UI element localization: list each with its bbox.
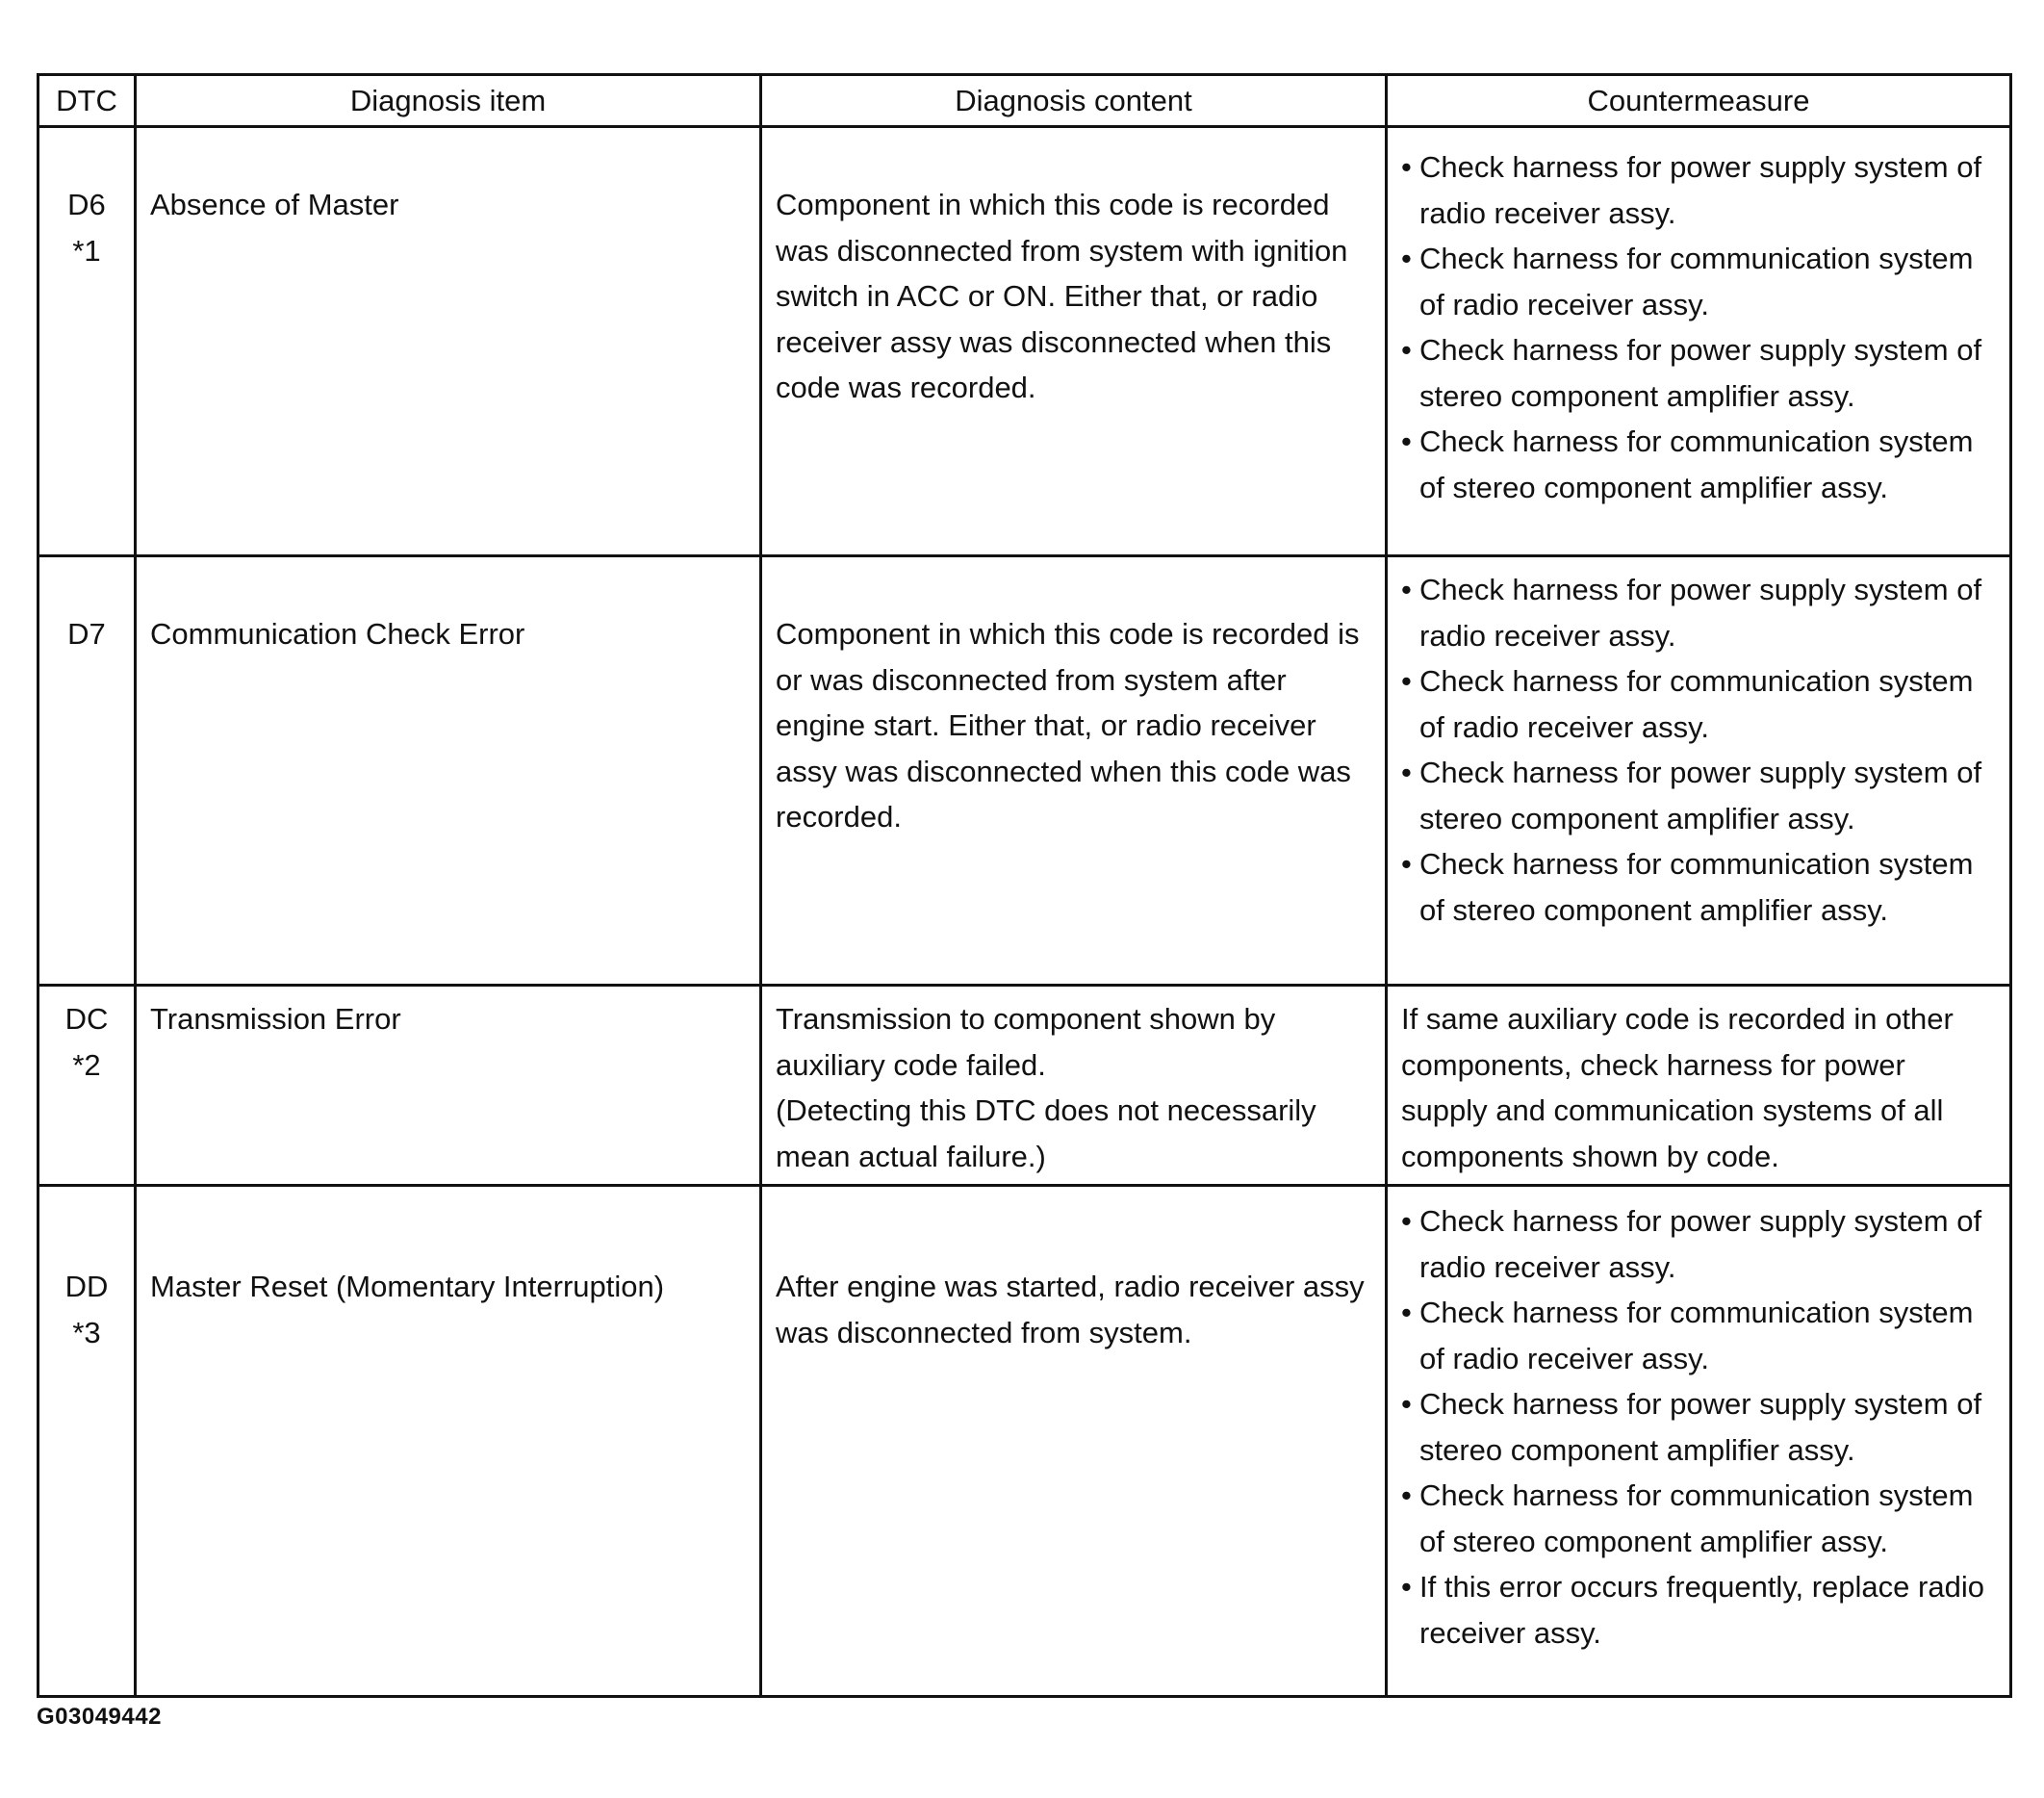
list-item: • Check harness for communication system of radio receiver assy. — [1401, 236, 1996, 327]
header-dtc: DTC — [38, 75, 136, 127]
countermeasure-cell — [1387, 127, 2011, 556]
header-countermeasure: Countermeasure — [1387, 75, 2011, 127]
list-item: • Check harness for power supply system of radio receiver assy. — [1401, 144, 1996, 236]
dtc-note: *2 — [72, 1047, 101, 1082]
countermeasure-cell: If same auxiliary code is recorded in other components, check harness for power supply and communication systems of all components shown by code. — [1387, 986, 2011, 1186]
dtc-cell — [38, 986, 136, 1186]
list-item: • Check harness for communication system of radio receiver assy. — [1401, 1290, 1996, 1381]
dtc-code: D7 — [67, 617, 106, 651]
header-diagnosis-content: Diagnosis content — [761, 75, 1387, 127]
list-item: • Check harness for power supply system of radio receiver assy. — [1401, 1198, 1996, 1290]
countermeasure-list — [1401, 144, 1996, 510]
figure-code: G03049442 — [37, 1704, 162, 1730]
list-item: • Check harness for power supply system of stereo component amplifier assy. — [1401, 327, 1996, 419]
countermeasure-list — [1401, 567, 1996, 933]
dtc-cell — [38, 556, 136, 986]
list-item: • If this error occurs frequently, replace radio receiver assy. — [1401, 1564, 1996, 1656]
diagnosis-content-cell: Component in which this code is recorded is or was disconnected from system after engine start. Either that, or radio receiver assy was disconnected when this code was recorded. — [761, 556, 1387, 986]
diagnosis-content-line: (Detecting this DTC does not necessarily mean actual failure.) — [776, 1093, 1316, 1173]
table-row — [38, 556, 2011, 986]
countermeasure-cell — [1387, 556, 2011, 986]
dtc-cell — [38, 127, 136, 556]
dtc-note: *3 — [72, 1315, 101, 1349]
list-item: • Check harness for communication system of stereo component amplifier assy. — [1401, 419, 1996, 510]
table-row — [38, 986, 2011, 1186]
countermeasure-list — [1401, 1198, 1996, 1656]
dtc-code: DC — [64, 1002, 109, 1036]
list-item: • Check harness for power supply system of stereo component amplifier assy. — [1401, 750, 1996, 841]
diagnosis-content-cell: Component in which this code is recorded was disconnected from system with ignition switch in ACC or ON. Either that, or radio receiver assy was disconnected when this code was recorded. — [761, 127, 1387, 556]
table-row — [38, 1186, 2011, 1697]
dtc-code: D6 — [67, 188, 106, 221]
header-row — [38, 75, 2011, 127]
diagnosis-content-cell — [761, 986, 1387, 1186]
diagnosis-item-cell: Master Reset (Momentary Interruption) — [136, 1186, 761, 1697]
list-item: • Check harness for communication system of stereo component amplifier assy. — [1401, 841, 1996, 933]
countermeasure-cell — [1387, 1186, 2011, 1697]
diagnosis-item-cell: Communication Check Error — [136, 556, 761, 986]
diagnosis-content-cell: After engine was started, radio receiver assy was disconnected from system. — [761, 1186, 1387, 1697]
diagnosis-content-line: Transmission to component shown by auxiliary code failed. — [776, 1002, 1276, 1082]
header-diagnosis-item: Diagnosis item — [136, 75, 761, 127]
dtc-table — [37, 73, 2012, 1698]
diagnosis-item-cell: Absence of Master — [136, 127, 761, 556]
dtc-cell — [38, 1186, 136, 1697]
dtc-table-container — [37, 73, 2009, 1698]
table-row — [38, 127, 2011, 556]
list-item: • Check harness for communication system of radio receiver assy. — [1401, 658, 1996, 750]
diagnosis-item-cell: Transmission Error — [136, 986, 761, 1186]
list-item: • Check harness for power supply system of radio receiver assy. — [1401, 567, 1996, 658]
list-item: • Check harness for communication system of stereo component amplifier assy. — [1401, 1473, 1996, 1564]
dtc-note: *1 — [72, 233, 101, 268]
list-item: • Check harness for power supply system of stereo component amplifier assy. — [1401, 1381, 1996, 1473]
dtc-code: DD — [64, 1270, 109, 1303]
